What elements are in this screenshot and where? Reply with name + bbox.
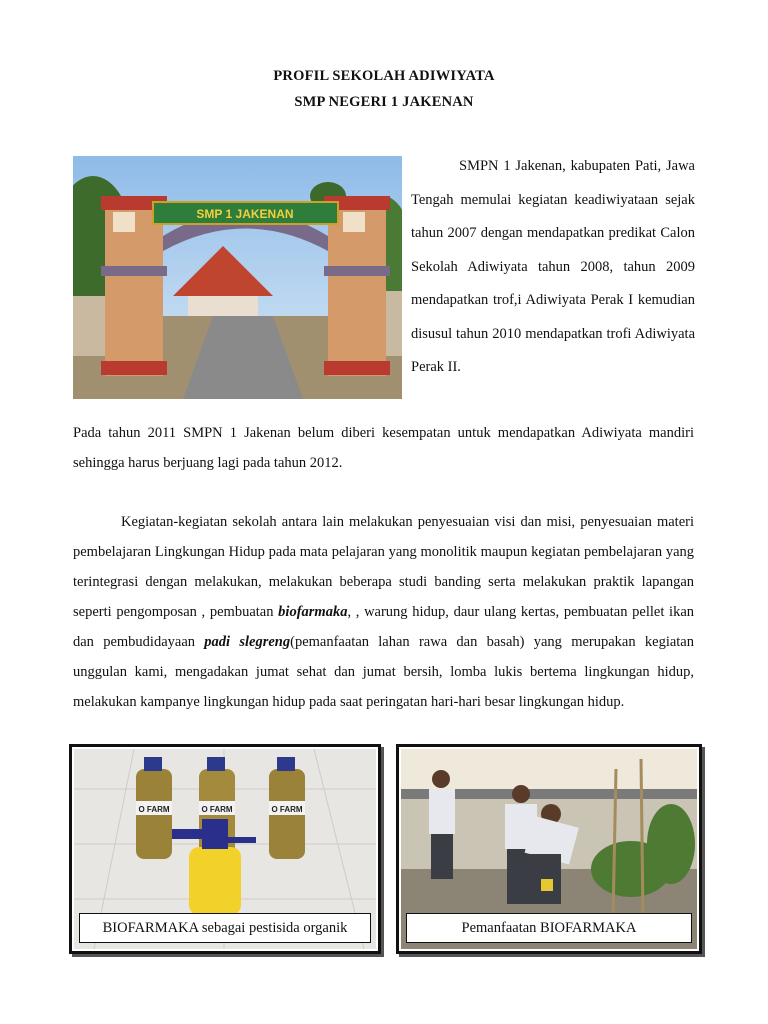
biofarmaka-caption: BIOFARMAKA sebagai pestisida organik bbox=[79, 913, 371, 943]
page-subtitle: SMP NEGERI 1 JAKENAN bbox=[294, 94, 474, 110]
paragraph-3-part2: , , warung hidup, daur ulang kertas, pembuatan pellet ikan dan pembudidayaan bbox=[73, 604, 694, 650]
paragraph-3 bbox=[73, 507, 694, 717]
paragraph-3-part1: Kegiatan-kegiatan sekolah antara lain melakukan penyesuaian visi dan misi, penyesuaian materi pembelajaran Lingkungan Hidup pada mata pelajaran yang monolitik maupun kegiatan pembelajaran yang terintegrasi dengan melakukan, melakukan beberapa studi banding serta melakukan praktik lapangan seperti pengomposan , pembuatan bbox=[73, 514, 694, 620]
biofarmaka-bottles-photo-frame bbox=[69, 744, 381, 954]
paragraph-3-part3: (pemanfaatan lahan rawa dan basah) yang merupakan kegiatan unggulan kami, mengadakan jumat sehat dan jumat bersih, lomba lukis bertema lingkungan hidup, melakukan kampanye lingkungan hidup pada saat peringatan hari-hari besar lingkungan hidup. bbox=[73, 634, 694, 710]
page-title: PROFIL SEKOLAH ADIWIYATA bbox=[273, 68, 495, 84]
bottle-label-1: O FARM bbox=[138, 805, 170, 814]
biofarmaka-usage-caption: Pemanfaatan BIOFARMAKA bbox=[406, 913, 692, 943]
emphasis-padi-slegreng: padi slegreng bbox=[204, 634, 291, 650]
school-gate-photo bbox=[73, 156, 402, 399]
gate-sign-text: SMP 1 JAKENAN bbox=[196, 207, 294, 221]
bottle-label-2: O FARM bbox=[201, 805, 233, 814]
paragraph-2: Pada tahun 2011 SMPN 1 Jakenan belum diberi kesempatan untuk mendapatkan Adiwiyata mandiri sehingga harus berjuang lagi pada tahun 2012. bbox=[73, 425, 694, 471]
intro-paragraph: SMPN 1 Jakenan, kabupaten Pati, Jawa Tengah memulai kegiatan keadiwiyataan sejak tahun 2007 dengan mendapatkan predikat Calon Sekolah Adiwiyata tahun 2008, tahun 2009 mendapatkan trof,i Adiwiyata Perak I kemudian disusul tahun 2010 mendapatkan trofi Adiwiyata Perak II. bbox=[411, 158, 695, 375]
biofarmaka-usage-photo-frame bbox=[396, 744, 702, 954]
bottle-label-3: O FARM bbox=[271, 805, 303, 814]
emphasis-biofarmaka: biofarmaka bbox=[278, 604, 348, 620]
